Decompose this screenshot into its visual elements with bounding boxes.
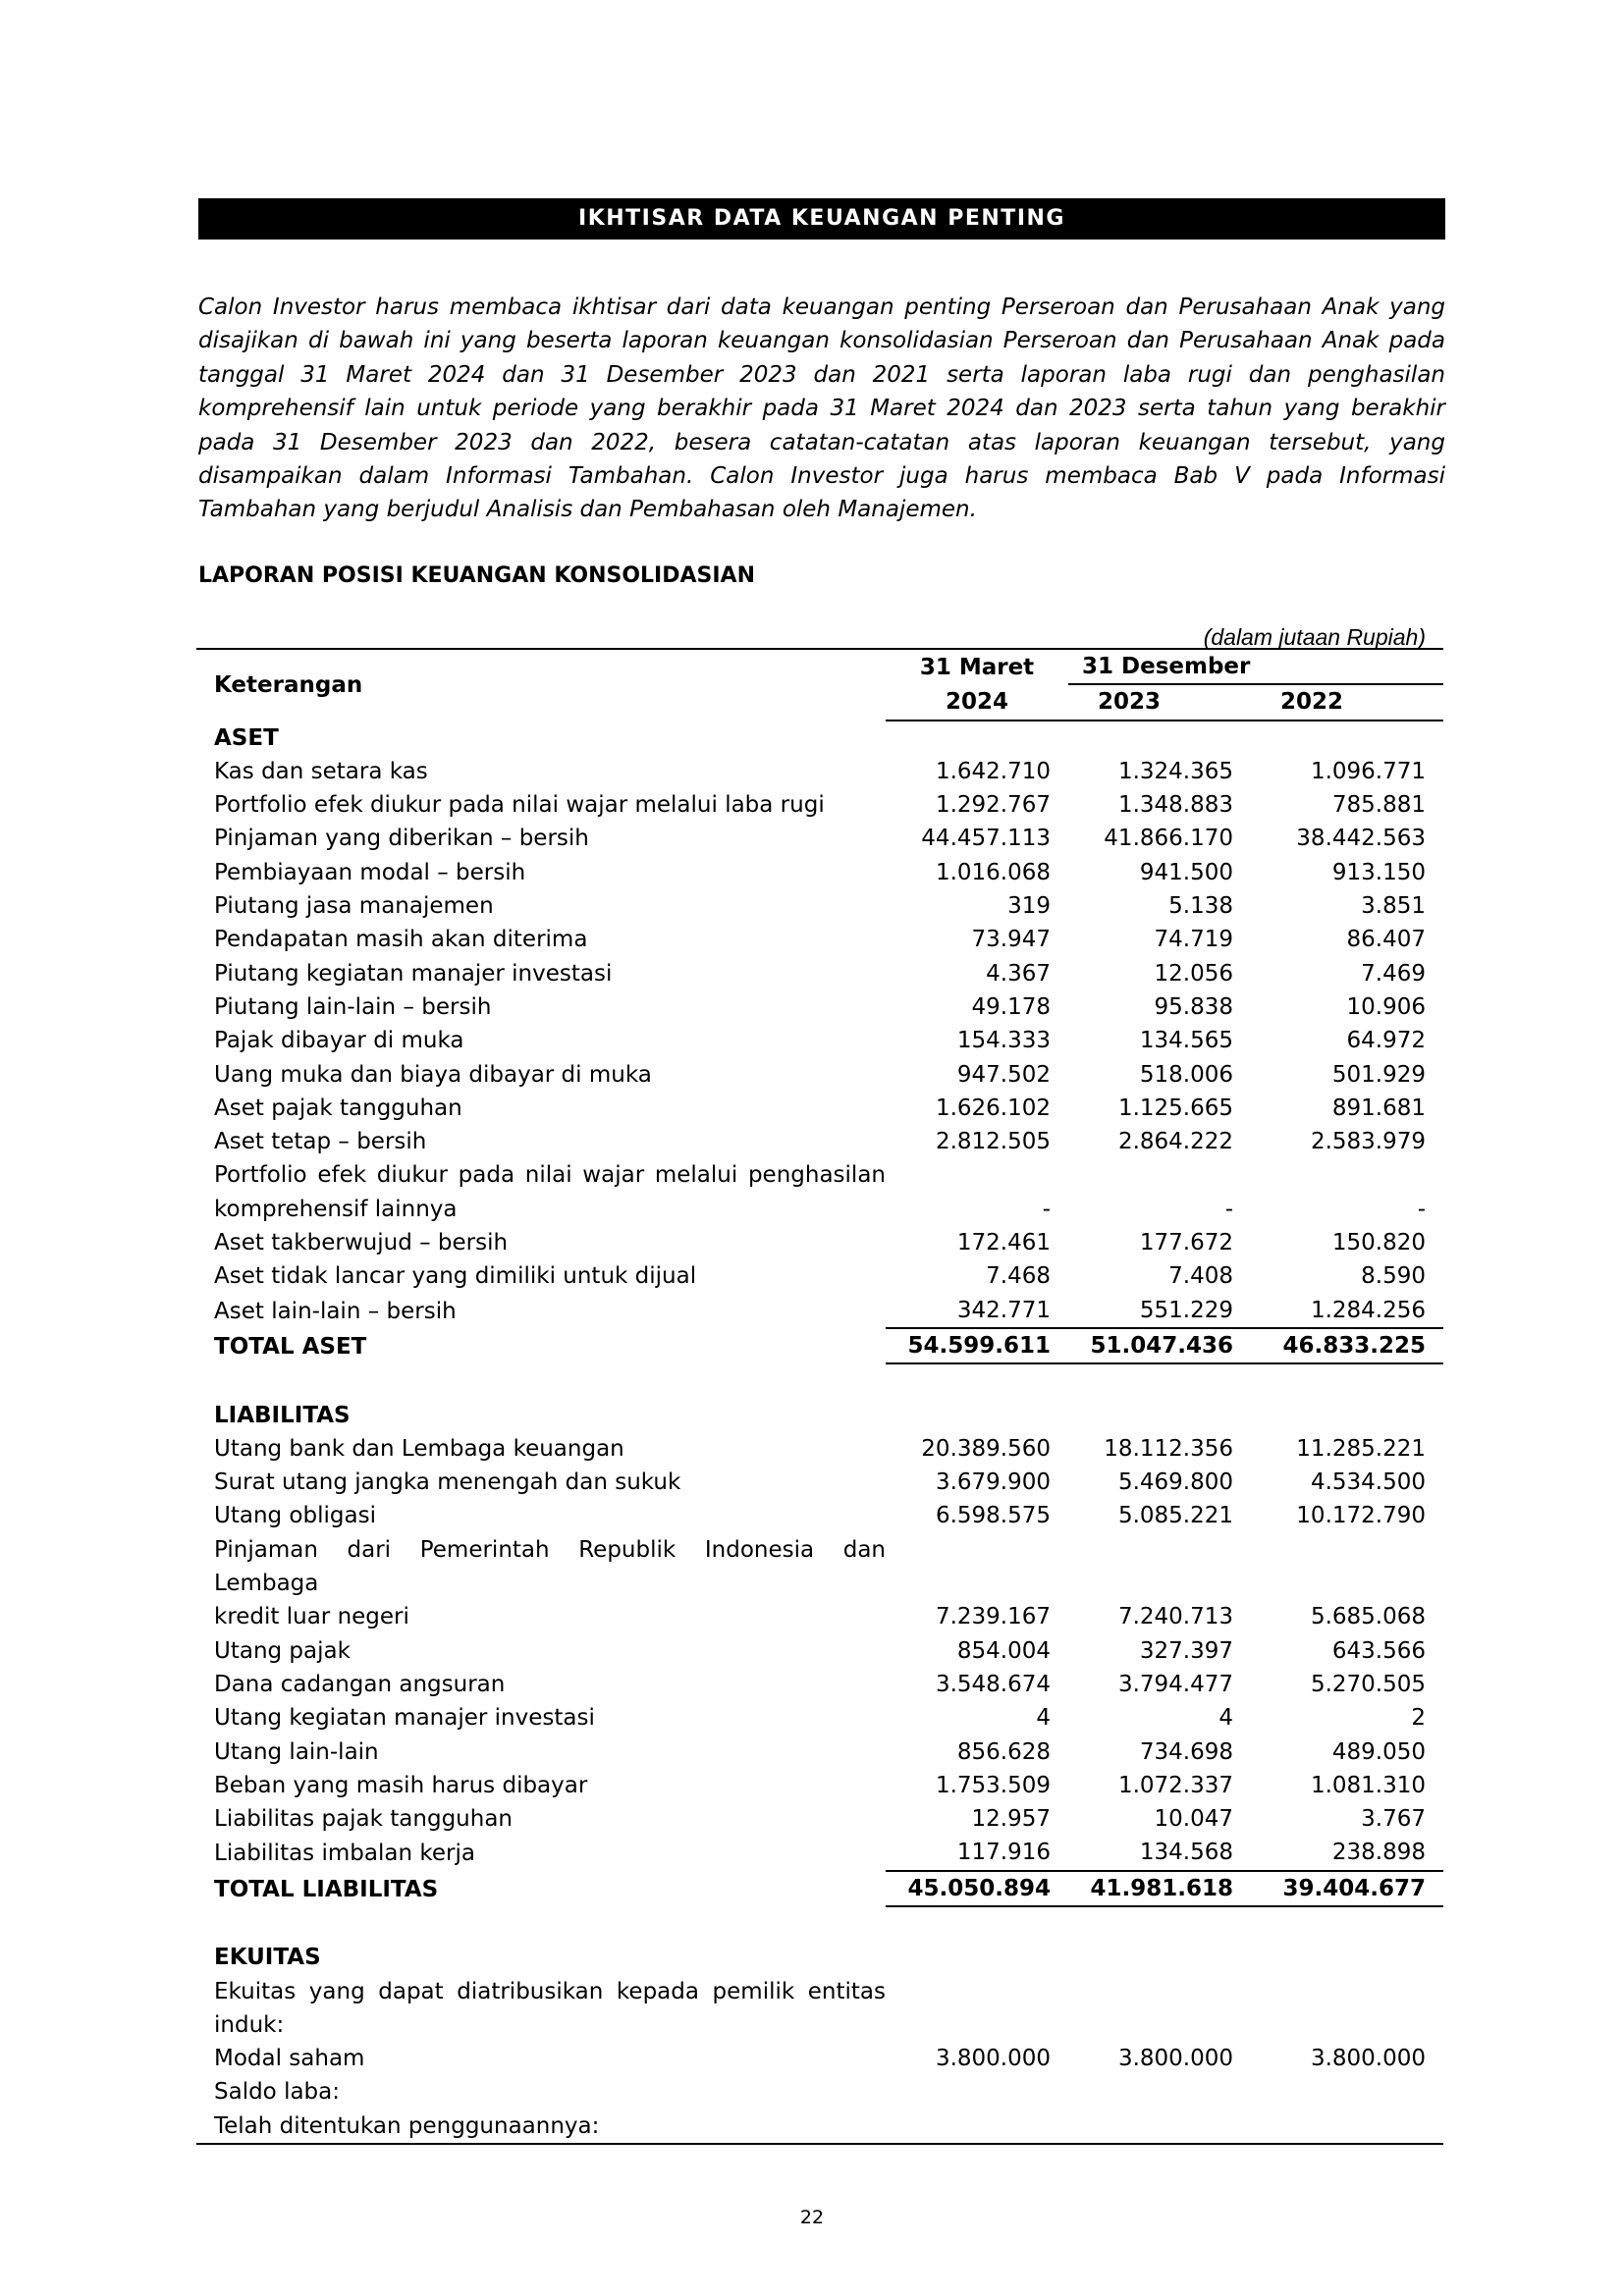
row-label: Liabilitas imbalan kerja: [214, 1841, 475, 1867]
unit-note: (dalam jutaan Rupiah): [1203, 624, 1426, 650]
cell-value: 1.642.710: [935, 758, 1051, 784]
cell-value: [1068, 2109, 1251, 2144]
table-row: [196, 2008, 1443, 2042]
cell-value: 947.502: [956, 1061, 1051, 1088]
cell-value: 2: [1411, 1705, 1426, 1732]
cell-value: 20.389.560: [921, 1435, 1051, 1462]
cell-value: 319: [1007, 893, 1051, 920]
row-label: Beban yang masih harus dibayar: [214, 1772, 588, 1798]
row-label: Pinjaman yang diberikan – bersih: [214, 826, 589, 852]
row-label: Piutang jasa manajemen: [214, 893, 494, 920]
cell-value: [886, 2109, 1068, 2144]
cell-value: 3.800.000: [1117, 2046, 1233, 2072]
table-row: [196, 990, 1443, 1024]
cell-value: 6.598.575: [935, 1503, 1051, 1529]
cell-value: 86.407: [1346, 927, 1426, 953]
cell-value: 7.408: [1168, 1263, 1233, 1290]
cell-value: 10.906: [1346, 993, 1426, 1020]
cell-value: 154.333: [956, 1028, 1051, 1054]
row-label: Aset pajak tangguhan: [214, 1095, 462, 1121]
cell-value: 3.548.674: [935, 1671, 1051, 1697]
row-label: Piutang kegiatan manajer investasi: [214, 960, 613, 987]
cell-value: 1.016.068: [935, 859, 1051, 885]
cell-value: 2.812.505: [935, 1129, 1051, 1155]
row-label-line-1: Ekuitas yang dapat diatribusikan kepada pemilik entitas: [214, 1978, 886, 2004]
table-row: [196, 1499, 1443, 1532]
row-label: Aset lain-lain – bersih: [214, 1298, 457, 1324]
cell-value: 238.898: [1331, 1840, 1426, 1866]
table-row: [196, 1802, 1443, 1836]
section-row: [196, 1941, 1443, 1974]
cell-value: 327.397: [1139, 1637, 1233, 1664]
cell-value: 49.178: [971, 993, 1051, 1020]
spacer-row: [196, 1363, 1443, 1398]
table-row: [196, 1158, 1443, 1192]
cell-value: [1068, 2075, 1251, 2109]
cell-value: 3.800.000: [935, 2046, 1051, 2072]
cell-value: 1.096.771: [1310, 758, 1426, 784]
cell-value: 3.794.477: [1117, 1671, 1233, 1697]
cell-value: 74.719: [1154, 927, 1233, 953]
row-label: Modal saham: [214, 2046, 365, 2072]
row-label-line-1: Portfolio efek diukur pada nilai wajar melalui penghasilan: [214, 1162, 886, 1189]
row-label: Kas dan setara kas: [214, 758, 428, 784]
cell-value: 150.820: [1331, 1230, 1426, 1256]
section-row: [196, 1399, 1443, 1432]
cell-value: 5.469.800: [1117, 1469, 1233, 1496]
table-row: [196, 1634, 1443, 1668]
row-label: Portfolio efek diukur pada nilai wajar melalui laba rugi: [214, 792, 825, 819]
cell-value: 2.864.222: [1117, 1129, 1233, 1155]
section-title: LAPORAN POSISI KEUANGAN KONSOLIDASIAN: [198, 563, 755, 588]
total-value: 41.981.618: [1068, 1871, 1251, 1906]
table-row: [196, 755, 1443, 788]
cell-value: 8.590: [1361, 1263, 1426, 1290]
cell-value: 4.534.500: [1310, 1469, 1426, 1496]
cell-value: 5.685.068: [1310, 1604, 1426, 1630]
cell-value: 856.628: [956, 1738, 1051, 1765]
table-row: [196, 1668, 1443, 1701]
row-label-line-2: kredit luar negeri: [214, 1604, 409, 1630]
table-row: [196, 1226, 1443, 1259]
cell-value: 117.916: [956, 1840, 1051, 1866]
cell-value: 342.771: [956, 1297, 1051, 1323]
row-label: Telah ditentukan penggunaannya:: [196, 2109, 886, 2144]
column-header-keterangan: Keterangan: [196, 649, 886, 721]
cell-value: -: [1042, 1196, 1051, 1222]
total-row: [196, 1328, 1443, 1363]
table-row: [196, 1259, 1443, 1293]
cell-value: 941.500: [1139, 859, 1233, 885]
cell-value: 95.838: [1154, 993, 1233, 1020]
cell-value: [1251, 2008, 1443, 2042]
table-row: [196, 889, 1443, 923]
table-row: [196, 1294, 1443, 1328]
cell-value: 172.461: [956, 1230, 1051, 1256]
table-row: [196, 2109, 1443, 2144]
row-label-line-2: induk:: [214, 2011, 285, 2038]
table-row: [196, 2042, 1443, 2075]
cell-value: 5.138: [1168, 893, 1233, 920]
cell-value: 4.367: [986, 960, 1051, 987]
section-row: [196, 721, 1443, 755]
cell-value: 891.681: [1331, 1095, 1426, 1121]
cell-value: 1.292.767: [935, 792, 1051, 819]
cell-value: 7.468: [986, 1263, 1051, 1290]
cell-value: 5.270.505: [1310, 1671, 1426, 1697]
row-label: Utang pajak: [214, 1637, 351, 1664]
column-header-31-maret: 31 Maret: [886, 649, 1068, 684]
row-label: Pembiayaan modal – bersih: [214, 859, 526, 885]
table-row: [196, 822, 1443, 855]
cell-value: 734.698: [1139, 1738, 1233, 1765]
page-banner-title: IKHTISAR DATA KEUANGAN PENTING: [198, 198, 1445, 240]
cell-value: 489.050: [1331, 1738, 1426, 1765]
row-label: Utang lain-lain: [214, 1738, 379, 1765]
table-row: [196, 1533, 1443, 1601]
table-row: [196, 1975, 1443, 2008]
table-row: [196, 1735, 1443, 1769]
cell-value: 38.442.563: [1296, 826, 1426, 852]
total-value: 45.050.894: [886, 1871, 1068, 1906]
section-label: LIABILITAS: [214, 1402, 351, 1428]
table-row: [196, 1769, 1443, 1802]
table-row: [196, 1432, 1443, 1466]
cell-value: 785.881: [1331, 792, 1426, 819]
cell-value: 854.004: [956, 1637, 1051, 1664]
cell-value: 7.240.713: [1117, 1604, 1233, 1630]
cell-value: 3.851: [1361, 893, 1426, 920]
section-label: EKUITAS: [214, 1945, 321, 1971]
cell-value: 4: [1218, 1705, 1233, 1732]
row-label: Pajak dibayar di muka: [214, 1028, 464, 1054]
financial-position-table: [196, 648, 1443, 2145]
cell-value: 913.150: [1331, 859, 1426, 885]
row-label-line-1: Pinjaman dari Pemerintah Republik Indonesia dan Lembaga: [214, 1536, 886, 1597]
cell-value: 1.753.509: [935, 1772, 1051, 1798]
total-value: 39.404.677: [1251, 1871, 1443, 1906]
table-row: [196, 1701, 1443, 1735]
table-row: [196, 1836, 1443, 1870]
column-header-2024: 2024: [886, 684, 1068, 720]
cell-value: -: [1417, 1196, 1426, 1222]
table-header-row-1: [196, 649, 1443, 684]
cell-value: [886, 2008, 1068, 2042]
cell-value: 501.929: [1331, 1061, 1426, 1088]
cell-value: 7.239.167: [935, 1604, 1051, 1630]
cell-value: 73.947: [971, 927, 1051, 953]
table-row: [196, 856, 1443, 889]
cell-value: 10.172.790: [1296, 1503, 1426, 1529]
cell-value: 5.085.221: [1117, 1503, 1233, 1529]
table-row: [196, 788, 1443, 822]
cell-value: 1.348.883: [1117, 792, 1233, 819]
row-label: Piutang lain-lain – bersih: [214, 993, 492, 1020]
section-label: ASET: [214, 724, 279, 751]
total-row: [196, 1871, 1443, 1906]
table-row: [196, 1092, 1443, 1125]
cell-value: 1.072.337: [1117, 1772, 1233, 1798]
cell-value: 12.957: [971, 1806, 1051, 1833]
total-value: 51.047.436: [1068, 1328, 1251, 1363]
cell-value: 4: [1036, 1705, 1051, 1732]
row-label: Saldo laba:: [214, 2079, 340, 2106]
total-value: 46.833.225: [1251, 1328, 1443, 1363]
cell-value: 1.626.102: [935, 1095, 1051, 1121]
table-row: [196, 2075, 1443, 2109]
page-number: 22: [799, 2207, 825, 2228]
cell-value: 12.056: [1154, 960, 1233, 987]
cell-value: 64.972: [1346, 1028, 1426, 1054]
cell-value: 134.568: [1139, 1840, 1233, 1866]
table-row: [196, 1600, 1443, 1633]
cell-value: 44.457.113: [921, 826, 1051, 852]
cell-value: [1251, 2075, 1443, 2109]
total-label: TOTAL LIABILITAS: [214, 1876, 439, 1902]
table-row: [196, 923, 1443, 956]
cell-value: -: [1224, 1196, 1233, 1222]
cell-value: 177.672: [1139, 1230, 1233, 1256]
cell-value: 41.866.170: [1104, 826, 1233, 852]
cell-value: 2.583.979: [1310, 1129, 1426, 1155]
cell-value: 10.047: [1154, 1806, 1233, 1833]
cell-value: 1.125.665: [1117, 1095, 1233, 1121]
column-header-2022: 2022: [1251, 684, 1443, 720]
table-row: [196, 957, 1443, 990]
row-label: Dana cadangan angsuran: [214, 1671, 506, 1697]
cell-value: 1.324.365: [1117, 758, 1233, 784]
row-label-line-2: komprehensif lainnya: [214, 1196, 458, 1222]
row-label: Utang kegiatan manajer investasi: [214, 1705, 595, 1732]
table-row: [196, 1466, 1443, 1499]
row-label: Utang bank dan Lembaga keuangan: [214, 1435, 624, 1462]
total-value: 54.599.611: [886, 1328, 1068, 1363]
cell-value: 551.229: [1139, 1297, 1233, 1323]
row-label: Utang obligasi: [214, 1503, 376, 1529]
row-label: Aset tetap – bersih: [214, 1129, 427, 1155]
cell-value: 1.284.256: [1310, 1297, 1426, 1323]
row-label: Liabilitas pajak tangguhan: [214, 1806, 513, 1833]
cell-value: 3.800.000: [1310, 2046, 1426, 2072]
table-row: [196, 1125, 1443, 1158]
row-label: Aset tidak lancar yang dimiliki untuk dijual: [214, 1263, 697, 1290]
cell-value: [1068, 2008, 1251, 2042]
row-label: Aset takberwujud – bersih: [214, 1230, 509, 1256]
table-row: [196, 1193, 1443, 1226]
cell-value: 3.679.900: [935, 1469, 1051, 1496]
row-label: Surat utang jangka menengah dan sukuk: [214, 1469, 681, 1496]
cell-value: [1251, 2109, 1443, 2144]
cell-value: 643.566: [1331, 1637, 1426, 1664]
cell-value: 18.112.356: [1104, 1435, 1233, 1462]
column-header-2023: 2023: [1068, 684, 1251, 720]
cell-value: 1.081.310: [1310, 1772, 1426, 1798]
cell-value: 7.469: [1361, 960, 1426, 987]
cell-value: 11.285.221: [1296, 1435, 1426, 1462]
table-body: [196, 721, 1443, 2144]
table-row: [196, 1058, 1443, 1092]
cell-value: 3.767: [1361, 1806, 1426, 1833]
intro-paragraph: Calon Investor harus membaca ikhtisar dari data keuangan penting Perseroan dan Perusahaan Anak yang disajikan di bawah ini yang beserta laporan keuangan konsolidasian Perseroan dan Perusahaan Anak pada tanggal 31 Maret 2024 dan 31 Desember 2023 dan 2021 serta laporan laba rugi dan penghasilan komprehensif lain untuk periode yang berakhir pada 31 Maret 2024 dan 2023 serta tahun yang berakhir pada 31 Desember 2023 dan 2022, besera catatan-catatan atas laporan keuangan tersebut, yang disampaikan dalam Informasi Tambahan. Calon Investor juga harus membaca Bab V pada Informasi Tambahan yang berjudul Analisis dan Pembahasan oleh Manajemen.: [198, 294, 1445, 523]
table-row: [196, 1024, 1443, 1057]
spacer-row: [196, 1906, 1443, 1941]
cell-value: 134.565: [1139, 1028, 1233, 1054]
column-group-31-desember: 31 Desember: [1068, 649, 1443, 684]
total-label: TOTAL ASET: [214, 1333, 367, 1360]
cell-value: 518.006: [1139, 1061, 1233, 1088]
cell-value: [886, 2075, 1068, 2109]
row-label: Uang muka dan biaya dibayar di muka: [214, 1061, 652, 1088]
row-label: Pendapatan masih akan diterima: [214, 927, 588, 953]
